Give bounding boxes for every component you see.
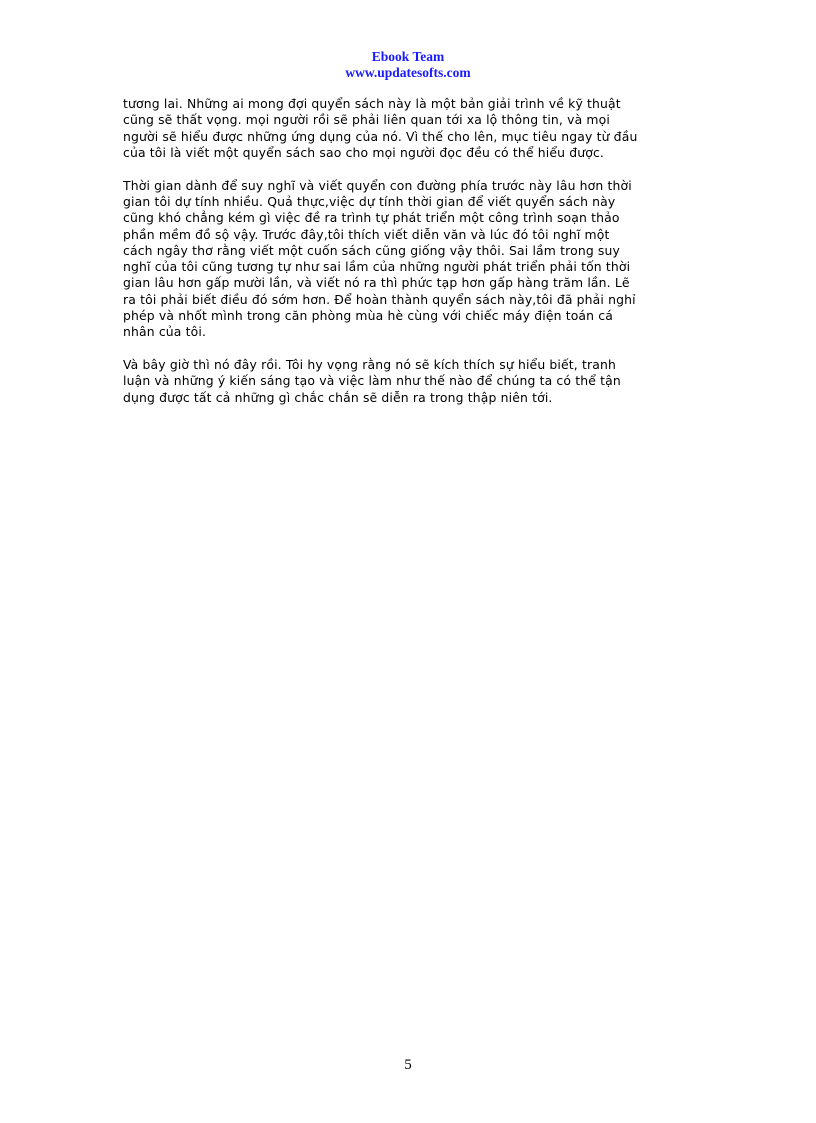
text-line: ra tôi phải biết điều đó sớm hơn. Để hoàn thành quyển sách này,tôi đã phải nghỉ — [123, 291, 636, 307]
text-line: cũng khó chẳng kém gì việc đề ra trình tự phát triển một công trình soạn thảo — [123, 210, 620, 226]
text-line: gian lâu hơn gấp mười lần, và viết nó ra thì phức tạp hơn gấp hàng trăm lần. Lẽ — [123, 275, 630, 291]
text-line: Thời gian dành để suy nghĩ và viết quyển con đường phía trước này lâu hơn thời — [123, 177, 632, 193]
text-line: gian tôi dự tính nhiều. Quả thực,việc dự tính thời gian để viết quyển sách này — [123, 193, 616, 209]
paragraph — [123, 178, 699, 341]
header-url: www.updatesofts.com — [345, 65, 471, 80]
text-line: cũng sẽ thất vọng. mọi người rồi sẽ phải liên quan tới xa lộ thông tin, và mọi — [123, 112, 610, 128]
page-header — [0, 49, 816, 81]
body-text — [123, 96, 699, 423]
page-number: 5 — [404, 1057, 412, 1073]
text-line: của tôi là viết một quyển sách sao cho mọi người đọc đều có thể hiểu được. — [123, 144, 605, 160]
text-line: Và bây giờ thì nó đây rồi. Tôi hy vọng rằng nó sẽ kích thích sự hiểu biết, tranh — [123, 357, 616, 373]
header-title: Ebook Team — [371, 49, 445, 64]
text-line: luận và những ý kiến sáng tạo và việc làm như thế nào để chúng ta có thể tận — [123, 373, 621, 389]
text-line: tương lai. Những ai mong đợi quyển sách này là một bản giải trình về kỹ thuật — [123, 96, 621, 111]
paragraph — [123, 96, 699, 161]
text-line: người sẽ hiểu được những ứng dụng của nó. Vì thế cho lên, mục tiêu ngay từ đầu — [123, 128, 638, 144]
text-line: nhân của tôi. — [123, 324, 207, 340]
paragraph — [123, 357, 699, 406]
text-line: phép và nhốt mình trong căn phòng mùa hè cùng với chiếc máy điện toán cá — [123, 308, 613, 324]
text-line: cách ngây thơ rằng viết một cuốn sách cũng giống vậy thôi. Sai lầm trong suy — [123, 242, 621, 258]
text-line: phần mềm đồ sộ vậy. Trước đây,tôi thích viết diễn văn và lúc đó tôi nghĩ một — [123, 226, 610, 242]
text-line: dụng được tất cả những gì chắc chắn sẽ diễn ra trong thập niên tới. — [123, 389, 553, 405]
text-line: nghĩ của tôi cũng tương tự như sai lầm của những người phát triển phải tốn thời — [123, 259, 631, 275]
